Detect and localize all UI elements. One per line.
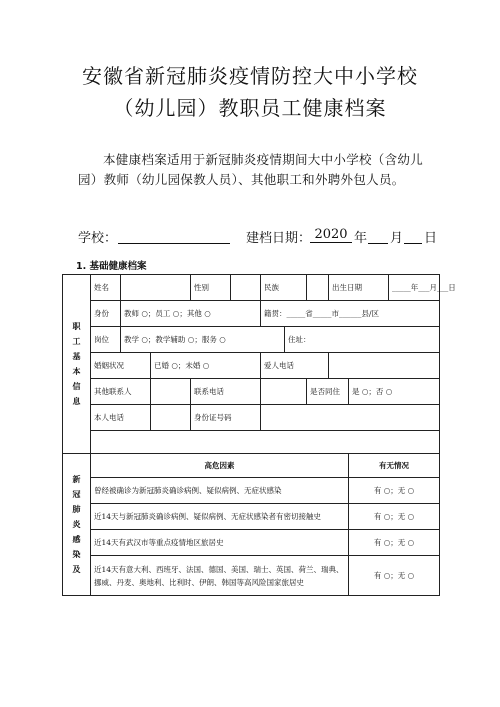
- blank-row: [91, 431, 440, 454]
- meta-row: [78, 227, 438, 247]
- post-label: 岗位: [91, 327, 121, 353]
- year-unit: 年: [354, 231, 368, 246]
- name-field[interactable]: [121, 275, 191, 301]
- year-value[interactable]: 2020: [310, 227, 352, 243]
- risk-answer[interactable]: 有 ○；无 ○: [349, 556, 440, 596]
- risk-row: 曾经被确诊为新冠肺炎确诊病例、疑似病例、无症状感染: [91, 478, 349, 504]
- dob-label: 出生日期: [329, 275, 389, 301]
- risk-row: 近14天与新冠肺炎确诊病例、疑似病例、无症状感染者有密切接触史: [91, 504, 349, 530]
- dob-field[interactable]: _____年___月___日: [389, 275, 440, 301]
- identity-options[interactable]: 教师 ○；员工 ○；其他 ○: [121, 301, 261, 327]
- presence-header: 有无情况: [349, 454, 440, 478]
- self-phone-label: 本人电话: [91, 405, 151, 431]
- risk-row: 近14天有武汉市等重点疫情地区旅居史: [91, 530, 349, 556]
- ethnicity-field[interactable]: [307, 275, 329, 301]
- spouse-phone-field[interactable]: [329, 353, 440, 379]
- health-record-table: [62, 274, 456, 596]
- name-label: 姓名: [91, 275, 121, 301]
- gender-field[interactable]: [231, 275, 261, 301]
- date-label: 建档日期：: [246, 231, 312, 246]
- other-contact-field[interactable]: [151, 379, 191, 405]
- group-basic-info-label: 职工基本信息: [63, 275, 91, 454]
- risk-answer[interactable]: 有 ○；无 ○: [349, 530, 440, 556]
- id-label: 身份证号码: [191, 405, 261, 431]
- native-place[interactable]: 籍贯：_____省_____市______县/区: [261, 301, 440, 327]
- contact-phone-field[interactable]: [261, 379, 307, 405]
- risk-row: 近14天有意大利、西班牙、法国、德国、美国、瑞士、英国、荷兰、瑞典、挪威、丹麦、奥地利、比利时、伊朗、韩国等高风险国家旅居史: [91, 556, 349, 596]
- document-title-line2: （幼儿园）教职员工健康档案: [113, 96, 387, 120]
- ethnicity-label: 民族: [261, 275, 307, 301]
- id-field[interactable]: [261, 405, 440, 431]
- cohabit-label: 是否同住: [307, 379, 349, 405]
- gender-label: 性别: [191, 275, 231, 301]
- other-contact-label: 其他联系人: [91, 379, 151, 405]
- address-field[interactable]: 住址：: [285, 327, 440, 353]
- cohabit-options[interactable]: 是 ○；否 ○: [349, 379, 440, 405]
- self-phone-field[interactable]: [151, 405, 191, 431]
- day-field[interactable]: [404, 229, 422, 244]
- risk-answer[interactable]: 有 ○；无 ○: [349, 478, 440, 504]
- section-heading: 1. 基础健康档案: [76, 261, 147, 272]
- school-field[interactable]: [118, 229, 230, 244]
- marital-options[interactable]: 已婚 ○；未婚 ○: [151, 353, 261, 379]
- post-options[interactable]: 教学 ○；教学辅助 ○；服务 ○: [121, 327, 285, 353]
- contact-phone-label: 联系电话: [191, 379, 261, 405]
- intro-paragraph: 本健康档案适用于新冠肺炎疫情期间大中小学校（含幼儿园）教师（幼儿园保教人员）、其他职工和外聘外包人员。: [78, 152, 424, 187]
- group-infection-label: 新冠肺炎感染及: [63, 454, 91, 596]
- document-title-line1: 安徽省新冠肺炎疫情防控大中小学校: [82, 64, 418, 88]
- spouse-phone-label: 爱人电话: [261, 353, 329, 379]
- risk-header: 高危因素: [91, 454, 349, 478]
- identity-label: 身份: [91, 301, 121, 327]
- day-unit: 日: [424, 231, 438, 246]
- month-unit: 月: [390, 231, 404, 246]
- school-label: 学校：: [78, 231, 118, 246]
- risk-answer[interactable]: 有 ○；无 ○: [349, 504, 440, 530]
- marital-label: 婚姻状况: [91, 353, 151, 379]
- month-field[interactable]: [368, 229, 388, 244]
